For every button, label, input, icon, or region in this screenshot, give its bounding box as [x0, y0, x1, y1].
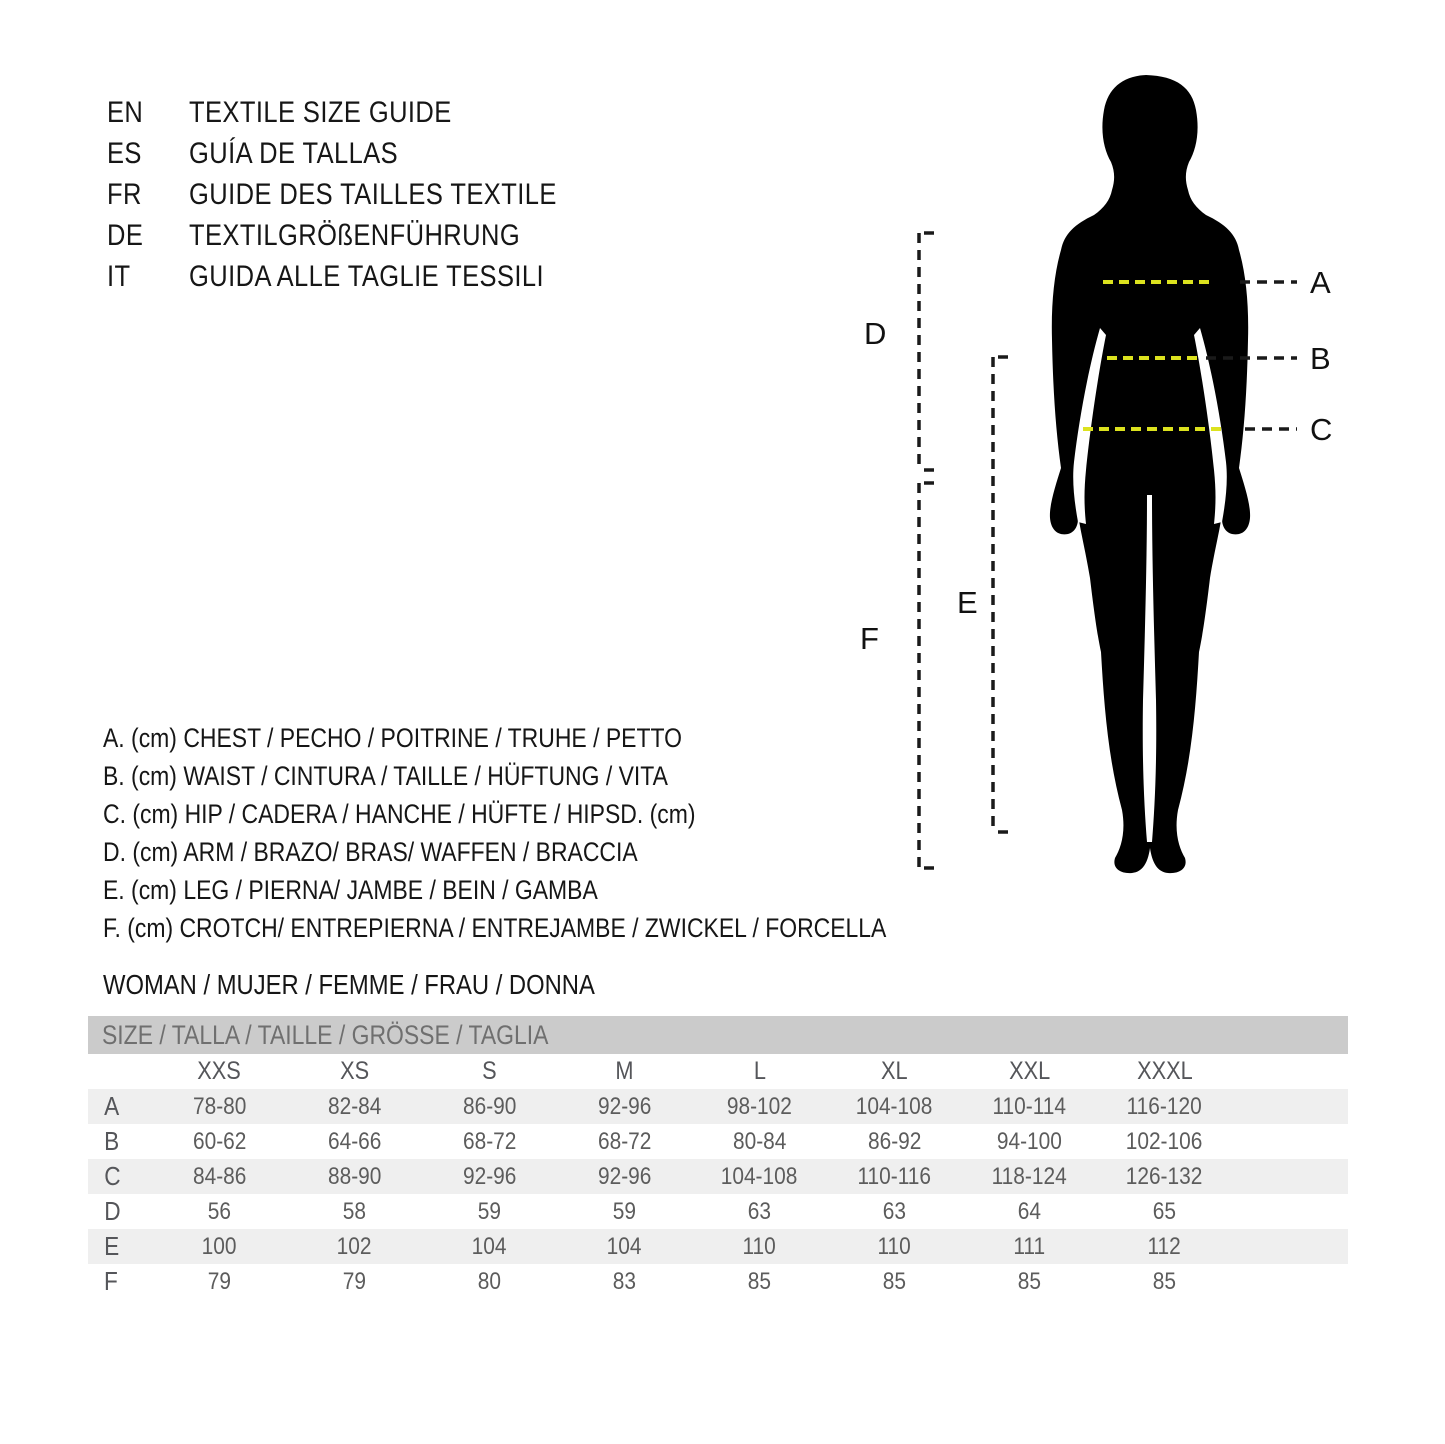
size-value-cell: 82-84: [327, 1092, 382, 1120]
size-value-cell: 104: [607, 1232, 642, 1260]
language-row: [107, 92, 622, 133]
legend-line-chest: A. (cm) CHEST / PECHO / POITRINE / TRUHE / PETTO: [103, 722, 682, 753]
size-value-cell: 110-114: [992, 1092, 1067, 1120]
legend-line-waist: B. (cm) WAIST / CINTURA / TAILLE / HÜFTUNG / VITA: [103, 760, 668, 791]
table-title: SIZE / TALLA / TAILLE / GRÖSSE / TAGLIA: [102, 1019, 549, 1050]
size-value-cell: 118-124: [991, 1162, 1068, 1190]
size-column-header: XXS: [197, 1057, 242, 1085]
row-label: B: [104, 1126, 120, 1156]
size-value-cell: 110: [742, 1232, 777, 1260]
size-value-cell: 92-96: [462, 1162, 517, 1190]
size-header-row: [88, 1054, 1348, 1089]
size-value-cell: 83: [612, 1267, 637, 1295]
size-column-header: XXL: [1008, 1057, 1051, 1085]
label-hip-c: C: [1310, 412, 1333, 447]
label-leg-e: E: [957, 585, 978, 620]
language-row: [107, 215, 622, 256]
size-value-cell: 68-72: [597, 1127, 652, 1155]
table-row-a: [88, 1089, 1348, 1124]
language-title: GUIDA ALLE TAGLIE TESSILI: [189, 259, 545, 293]
size-value-cell: 68-72: [462, 1127, 517, 1155]
table-row-f: [88, 1264, 1348, 1299]
size-value-cell: 80-84: [732, 1127, 787, 1155]
label-crotch-f: F: [860, 621, 879, 656]
size-value-cell: 111: [1013, 1232, 1046, 1260]
size-value-cell: 104: [472, 1232, 507, 1260]
size-value-cell: 110: [877, 1232, 912, 1260]
language-title: TEXTILGRÖßENFÜHRUNG: [189, 218, 521, 252]
size-value-cell: 63: [882, 1197, 907, 1225]
size-value-cell: 64-66: [327, 1127, 382, 1155]
size-value-cell: 79: [342, 1267, 367, 1295]
size-value-cell: 84-86: [192, 1162, 247, 1190]
size-value-cell: 86-92: [867, 1127, 922, 1155]
size-value-cell: 65: [1152, 1197, 1177, 1225]
table-row-e: [88, 1229, 1348, 1264]
size-value-cell: 104-108: [856, 1092, 933, 1120]
size-value-cell: 102: [337, 1232, 372, 1260]
size-value-cell: 58: [342, 1197, 367, 1225]
size-value-cell: 59: [612, 1197, 637, 1225]
language-row: [107, 174, 622, 215]
size-value-cell: 116-120: [1126, 1092, 1203, 1120]
row-label: C: [104, 1161, 121, 1191]
size-value-cell: 92-96: [597, 1092, 652, 1120]
size-value-cell: 80: [477, 1267, 502, 1295]
row-label: A: [104, 1091, 120, 1121]
language-title-block: [107, 92, 622, 297]
size-value-cell: 85: [747, 1267, 772, 1295]
size-value-cell: 78-80: [192, 1092, 247, 1120]
row-label: D: [104, 1196, 121, 1226]
row-label: F: [104, 1266, 118, 1296]
size-value-cell: 59: [477, 1197, 502, 1225]
size-value-cell: 98-102: [726, 1092, 793, 1120]
label-chest-a: A: [1310, 265, 1331, 300]
size-value-cell: 112: [1147, 1232, 1182, 1260]
size-value-cell: 126-132: [1126, 1162, 1203, 1190]
language-code: DE: [107, 218, 144, 252]
size-value-cell: 92-96: [597, 1162, 652, 1190]
size-value-cell: 63: [747, 1197, 772, 1225]
size-value-cell: 85: [882, 1267, 907, 1295]
gender-heading: WOMAN / MUJER / FEMME / FRAU / DONNA: [103, 969, 595, 1000]
size-column-header: L: [753, 1057, 766, 1085]
language-code: EN: [107, 95, 144, 129]
size-value-cell: 85: [1152, 1267, 1177, 1295]
language-code: IT: [107, 259, 131, 293]
size-column-header: XXXL: [1136, 1057, 1193, 1085]
label-waist-b: B: [1310, 341, 1331, 376]
size-column-header: S: [482, 1057, 497, 1085]
measurement-legend: [103, 719, 1025, 947]
size-value-cell: 104-108: [721, 1162, 798, 1190]
legend-line-hip: C. (cm) HIP / CADERA / HANCHE / HÜFTE / HIPSD. (cm): [103, 798, 696, 829]
size-value-cell: 110-116: [857, 1162, 932, 1190]
row-label: E: [104, 1231, 120, 1261]
legend-line-crotch: F. (cm) CROTCH/ ENTREPIERNA / ENTREJAMBE / ZWICKEL / FORCELLA: [103, 912, 887, 943]
table-row-d: [88, 1194, 1348, 1229]
language-row: [107, 256, 622, 297]
language-title: TEXTILE SIZE GUIDE: [189, 95, 452, 129]
size-value-cell: 100: [202, 1232, 237, 1260]
language-title: GUÍA DE TALLAS: [189, 136, 399, 170]
size-value-cell: 64: [1017, 1197, 1042, 1225]
legend-line-leg: E. (cm) LEG / PIERNA/ JAMBE / BEIN / GAMBA: [103, 874, 598, 905]
table-row-b: [88, 1124, 1348, 1159]
size-value-cell: 94-100: [996, 1127, 1063, 1155]
table-title-bar: [88, 1016, 1348, 1054]
language-row: [107, 133, 622, 174]
size-column-header: XL: [881, 1057, 908, 1085]
size-table: [88, 1016, 1348, 1299]
size-column-header: XS: [339, 1057, 370, 1085]
language-code: ES: [107, 136, 142, 170]
size-value-cell: 88-90: [327, 1162, 382, 1190]
size-column-header: M: [615, 1057, 634, 1085]
size-value-cell: 85: [1017, 1267, 1042, 1295]
size-value-cell: 56: [207, 1197, 232, 1225]
label-arm-d: D: [864, 316, 887, 351]
language-title: GUIDE DES TAILLES TEXTILE: [189, 177, 557, 211]
size-value-cell: 79: [207, 1267, 232, 1295]
size-value-cell: 86-90: [462, 1092, 517, 1120]
size-value-cell: 60-62: [192, 1127, 247, 1155]
language-code: FR: [107, 177, 142, 211]
legend-line-arm: D. (cm) ARM / BRAZO/ BRAS/ WAFFEN / BRACCIA: [103, 836, 638, 867]
table-row-c: [88, 1159, 1348, 1194]
size-value-cell: 102-106: [1126, 1127, 1203, 1155]
